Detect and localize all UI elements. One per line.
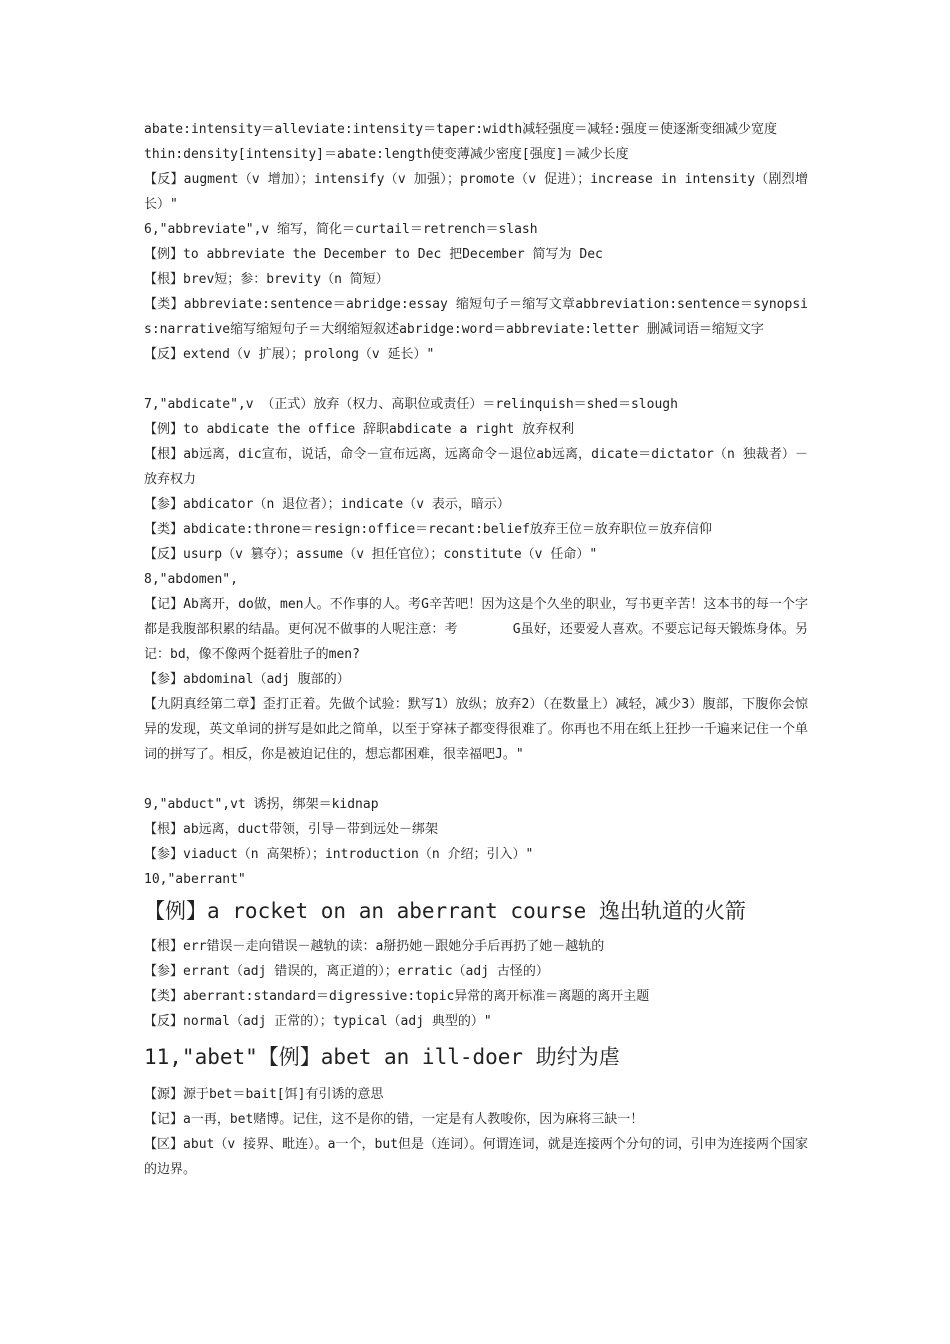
text-line: 【类】abdicate:throne＝resign:office＝recant:belief放弃王位＝放弃职位＝放弃信仰	[144, 522, 712, 537]
text-line: 【参】abdicator（n 退位者）；indicate（v 表示，暗示）	[144, 497, 510, 512]
entry-heading: 7,"abdicate",v （正式）放弃（权力、高职位或责任）＝relinquish＝shed＝slough	[144, 397, 678, 412]
text-line: 【九阴真经第二章】歪打正着。先做个试验：默写1）放纵；放弃2）（在数量上）减轻，减少3）腹部，下腹你会惊异的发现，英文单词的拼写是如此之简单，以至于穿袜子都变得很难了。你再也不用在纸上狂抄一千遍来记住一个单词的拼写了。相反，你是被迫记住的，想忘都困难，很幸福吧J。"	[144, 697, 808, 762]
text-line: 【根】ab远离，dic宣布，说话，命令－宣布远离，远离命令－退位ab远离，dicate＝dictator（n 独裁者）－放弃权力	[144, 447, 808, 487]
text-line: abate:intensity＝alleviate:intensity＝taper:width减轻强度＝减轻:强度＝使逐渐变细减少宽度	[144, 122, 778, 137]
text-line: 【根】err错误－走向错误－越轨的读：a掰扔她－跟她分手后再扔了她－越轨的	[144, 939, 605, 954]
text-line: 【例】to abdicate the office 辞职abdicate a right 放弃权利	[144, 422, 575, 437]
document-page	[144, 117, 808, 1182]
text-line: 【参】errant（adj 错误的，离正道的）；erratic（adj 古怪的）	[144, 964, 549, 979]
text-line: 【反】normal（adj 正常的）；typical（adj 典型的）"	[144, 1014, 492, 1029]
blank-line	[144, 767, 808, 792]
text-line: 【源】源于bet＝bait[饵]有引诱的意思	[144, 1087, 384, 1102]
text-line: 【参】abdominal（adj 腹部的）	[144, 672, 350, 687]
text-line: thin:density[intensity]＝abate:length使变薄减少密度[强度]＝减少长度	[144, 147, 629, 162]
text-line: 【反】extend（v 扩展）；prolong（v 延长）"	[144, 347, 435, 362]
text-line: 【根】ab远离，duct带领，引导－带到远处－绑架	[144, 822, 438, 837]
text-line: 【记】Ab离开，do做，men人。不作事的人。考G辛苦吧！因为这是个久坐的职业，写书更辛苦！这本书的每一个字都是我腹部积累的结晶。更何况不做事的人呢注意：考 G虽好，还要爱人喜欢。不要忘记每天锻炼身体。另记：bd，像不像两个挺着肚子的men?	[144, 597, 808, 662]
text-line: 【根】brev短；参：brevity（n 简短）	[144, 272, 389, 287]
large-entry-heading: 11,"abet"【例】abet an ill-doer 助纣为虐	[144, 1045, 620, 1069]
text-line: 【类】aberrant:standard＝digressive:topic异常的离开标准＝离题的离开主题	[144, 989, 650, 1004]
large-example-line: 【例】a rocket on an aberrant course 逸出轨道的火箭	[144, 899, 746, 923]
text-line: 【区】abut（v 接界、毗连）。a一个，but但是（连词）。何谓连词，就是连接两个分句的词，引申为连接两个国家的边界。	[144, 1137, 808, 1177]
text-line: 【类】abbreviate:sentence＝abridge:essay 缩短句子＝缩写文章abbreviation:sentence＝synopsis:narrative缩写缩短句子＝大纲缩短叙述abridge:word＝abbreviate:letter 删减词语＝缩短文字	[144, 297, 808, 337]
text-line: 【反】usurp（v 篡夺）；assume（v 担任官位）；constitute（v 任命）"	[144, 547, 598, 562]
entry-heading: 6,"abbreviate",v 缩写，简化＝curtail＝retrench＝slash	[144, 222, 538, 237]
entry-heading: 9,"abduct",vt 诱拐，绑架＝kidnap	[144, 797, 379, 812]
entry-heading: 10,"aberrant"	[144, 872, 246, 887]
blank-line	[144, 367, 808, 392]
text-line: 【记】a一再，bet赌博。记住，这不是你的错，一定是有人教唆你，因为麻将三缺一！	[144, 1112, 644, 1127]
text-line: 【反】augment（v 增加）；intensify（v 加强）；promote（v 促进）；increase in intensity（剧烈增长）"	[144, 172, 808, 212]
text-line: 【参】viaduct（n 高架桥）；introduction（n 介绍；引入）"	[144, 847, 534, 862]
entry-heading: 8,"abdomen",	[144, 572, 238, 587]
text-line: 【例】to abbreviate the December to Dec 把December 简写为 Dec	[144, 247, 603, 262]
